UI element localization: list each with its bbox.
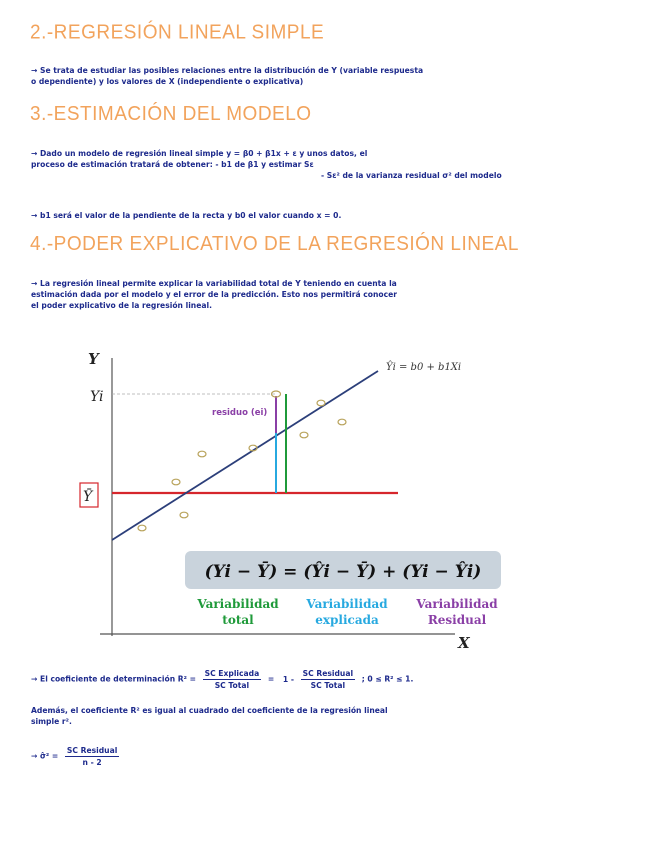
- term-total-line1: Variabilidad: [197, 597, 279, 611]
- fraction-denominator: SC Total: [310, 681, 346, 690]
- r2-fraction-residual: [301, 668, 355, 691]
- regression-line: [112, 371, 378, 540]
- regression-diagram: [70, 340, 520, 655]
- heading-regresion-lineal: 2.-REGRESIÓN LINEAL SIMPLE: [30, 21, 325, 44]
- equals-sign: =: [267, 674, 275, 684]
- term-explicada-line2: explicada: [315, 613, 379, 627]
- data-point: [300, 432, 308, 438]
- text-line: simple r².: [31, 717, 72, 726]
- r2-prefix: → El coeficiente de determinación R² =: [31, 674, 196, 684]
- text-line: o dependiente) y los valores de X (independiente o explicativa): [31, 77, 304, 86]
- data-point: [172, 479, 180, 485]
- decomposition-equation: (Yi − Ȳ) = (Ŷi − Ȳ) + (Yi − Ŷi): [204, 562, 482, 582]
- text-line: → b1 será el valor de la pendiente de la recta y b0 el valor cuando x = 0.: [31, 211, 342, 220]
- r2-formula: [31, 668, 413, 691]
- paragraph-regresion: [31, 65, 423, 87]
- heading-estimacion-modelo: 3.-ESTIMACIÓN DEL MODELO: [30, 103, 312, 126]
- paragraph-poder-explicativo: [31, 278, 397, 311]
- x-axis-label: X: [458, 634, 470, 652]
- data-point: [180, 512, 188, 518]
- ybar-label: Ȳ: [83, 489, 93, 505]
- r2-range: ; 0 ≤ R² ≤ 1.: [361, 674, 414, 684]
- text-line: → La regresión lineal permite explicar la variabilidad total de Y teniendo en cuenta la: [31, 279, 397, 288]
- fraction-denominator: n - 2: [82, 758, 102, 767]
- paragraph-pendiente: [31, 210, 341, 221]
- text-line: Además, el coeficiente R² es igual al cuadrado del coeficiente de la regresión lineal: [31, 706, 388, 715]
- text-line: proceso de estimación tratará de obtener: - b1 de β1 y estimar Sε: [31, 160, 314, 169]
- term-explicada-line1: Variabilidad: [306, 597, 388, 611]
- paragraph-estimacion: [31, 148, 502, 181]
- fraction-denominator: SC Total: [214, 681, 250, 690]
- text-line: → Dado un modelo de regresión lineal simple y = β0 + β1x + ε y unos datos, el: [31, 149, 368, 158]
- one-minus: 1 -: [282, 674, 295, 684]
- sigma-prefix: → σ̂² =: [31, 751, 59, 761]
- term-residual-line1: Variabilidad: [416, 597, 498, 611]
- regression-line-label: Ŷi = b0 + b1Xi: [386, 362, 462, 373]
- r2-fraction-explicada: [203, 668, 262, 691]
- yi-label: Yi: [90, 389, 104, 405]
- residuo-label: residuo (ei): [212, 408, 268, 418]
- text-line: → Se trata de estudiar las posibles relaciones entre la distribución de Y (variable respuesta: [31, 66, 424, 75]
- fraction-numerator: SC Residual: [66, 746, 118, 755]
- data-point: [338, 419, 346, 425]
- term-residual-line2: Residual: [427, 613, 487, 627]
- data-point: [198, 451, 206, 457]
- y-axis-label: Y: [88, 350, 99, 368]
- term-total-line2: total: [222, 613, 254, 627]
- data-point: [138, 525, 146, 531]
- fraction-numerator: SC Explicada: [204, 669, 260, 678]
- heading-poder-explicativo: 4.-PODER EXPLICATIVO DE LA REGRESIÓN LINEAL: [30, 233, 519, 256]
- text-line: el poder explicativo de la regresión lineal.: [31, 301, 212, 310]
- r2-explanation: [31, 705, 388, 727]
- sigma-formula: [31, 745, 123, 768]
- text-line: - Sε² de la varianza residual σ² del modelo: [321, 171, 502, 180]
- sigma-fraction: [65, 745, 119, 768]
- data-point: [317, 400, 325, 406]
- text-line: estimación dada por el modelo y el error de la predicción. Esto nos permitirá conocer: [31, 290, 397, 299]
- fraction-numerator: SC Residual: [302, 669, 354, 678]
